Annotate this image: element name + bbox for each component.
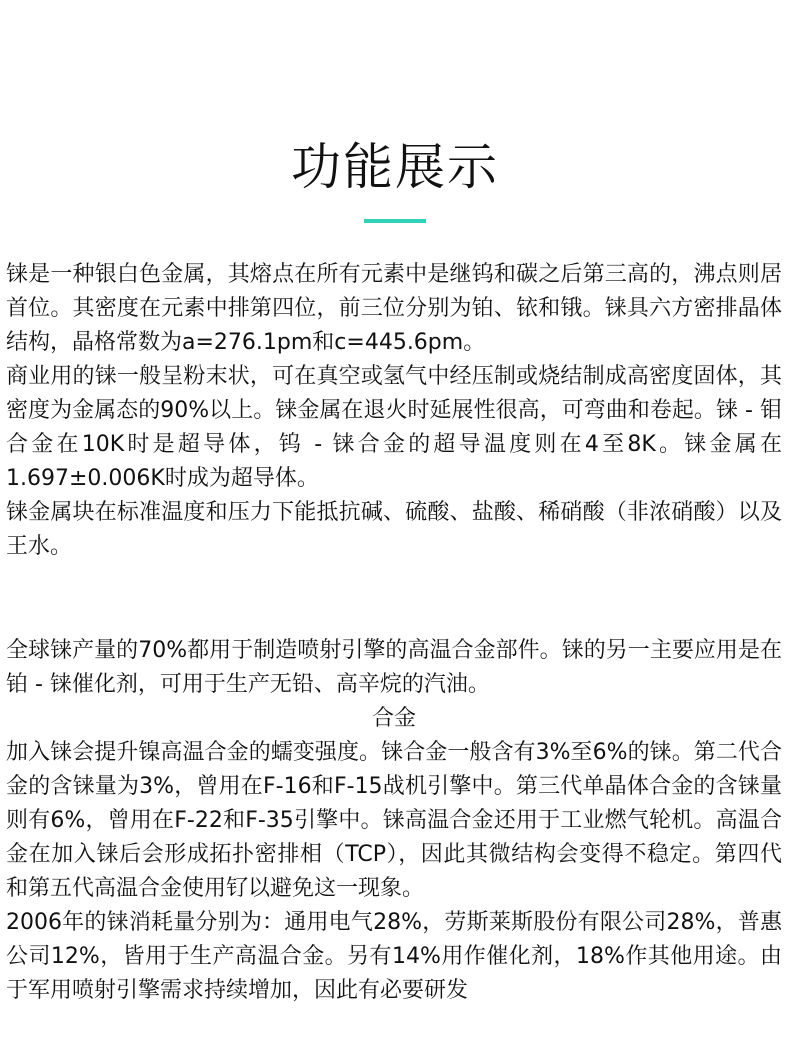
paragraph-properties: 铼是一种银白色金属，其熔点在所有元素中是继钨和碳之后第三高的，沸点则居首位。其密度在元素中排第四位，前三位分别为铂、铱和锇。铼具六方密排晶体结构，晶格常数为a=276.1pm和c=445.6pm。 (6, 262, 782, 355)
paragraph-consumption: 2006年的铼消耗量分别为：通用电气28%，劳斯莱斯股份有限公司28%，普惠公司12%，皆用于生产高温合金。另有14%用作催化剂，18%作其他用途。由于军用喷射引擎需求持续增加，因此有必要研发 (6, 910, 782, 1003)
title-underline (364, 219, 426, 223)
page-title: 功能展示 (291, 138, 499, 196)
paragraph-applications: 全球铼产量的70%都用于制造喷射引擎的高温合金部件。铼的另一主要应用是在铂 - 铼催化剂，可用于生产无铅、高辛烷的汽油。 (6, 638, 782, 697)
section-heading-alloy: 合金 (371, 706, 416, 731)
paragraph-alloy: 加入铼会提升镍高温合金的蠕变强度。铼合金一般含有3%至6%的铼。第二代合金的含铼量为3%，曾用在F-16和F-15战机引擎中。第三代单晶体合金的含铼量则有6%，曾用在F-22和F-35引擎中。铼高温合金还用于工业燃气轮机。高温合金在加入铼后会形成拓扑密排相（TCP），因此其微结构会变得不稳定。第四代和第五代高温合金使用钌以避免这一现象。 (6, 740, 782, 901)
article-body (6, 258, 782, 1008)
paragraph-commercial: 商业用的铼一般呈粉末状，可在真空或氢气中经压制或烧结制成高密度固体，其密度为金属态的90%以上。铼金属在退火时延展性很高，可弯曲和卷起。铼 - 钼合金在10K时是超导体，钨 - 铼合金的超导温度则在4至8K。铼金属在1.697±0.006K时成为超导体。 (6, 364, 782, 491)
paragraph-gap (6, 564, 782, 634)
paragraph-resistance: 铼金属块在标准温度和压力下能抵抗碱、硫酸、盐酸、稀硝酸（非浓硝酸）以及王水。 (6, 500, 782, 559)
